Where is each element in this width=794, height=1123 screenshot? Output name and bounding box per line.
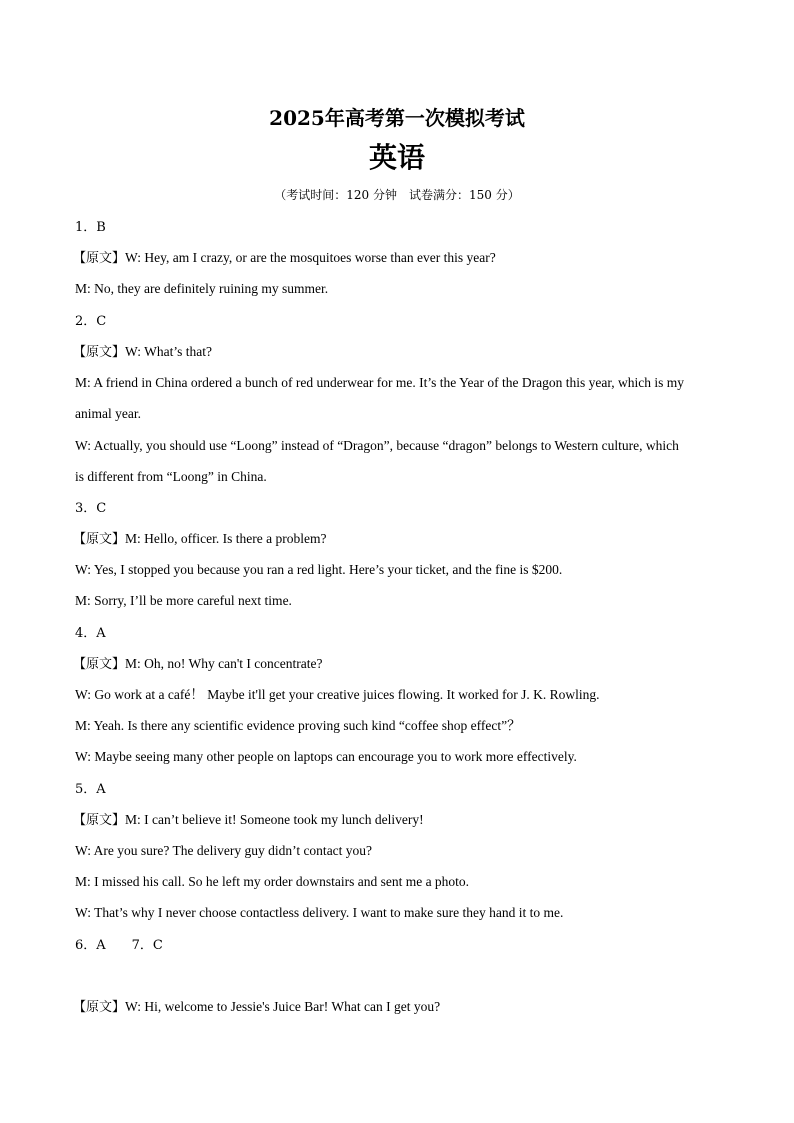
dialogue-text: M: Yeah. Is there any scientific evidence proving such kind “coffee shop effect”？ [75, 718, 521, 733]
answer-key: 6．A 7．C [75, 938, 163, 953]
dialogue-line [75, 437, 725, 455]
dialogue-text: W: Go work at a café！ Maybe it'll get your creative juices flowing. It worked for J. K. Rowling. [75, 687, 600, 702]
dialogue-line [75, 405, 725, 423]
subject-heading: 英语 [368, 141, 425, 174]
transcript-text: W: Hey, am I crazy, or are the mosquitoes worse than ever this year? [125, 250, 496, 265]
answer-key-line [75, 624, 725, 643]
dialogue-line [75, 748, 725, 766]
answer-key-line [75, 218, 725, 237]
transcript-tag: 【原文】 [73, 251, 126, 266]
dialogue-line [75, 686, 725, 704]
transcript-text: M: Hello, officer. Is there a problem? [125, 531, 327, 546]
answer-key-line [75, 936, 725, 955]
transcript-text: W: Hi, welcome to Jessie's Juice Bar! What can I get you? [125, 999, 441, 1014]
dialogue-text: M: Sorry, I’ll be more careful next time. [75, 593, 292, 608]
transcript-text: M: I can’t believe it! Someone took my lunch delivery! [125, 812, 424, 827]
dialogue-text: W: That’s why I never choose contactless delivery. I want to make sure they hand it to me. [75, 905, 564, 920]
exam-info: （考试时间：120 分钟 试卷满分：150 分） [274, 188, 520, 202]
dialogue-text: W: Yes, I stopped you because you ran a red light. Here’s your ticket, and the fine is $200. [75, 562, 563, 577]
dialogue-line [75, 873, 725, 891]
transcript-text: W: What’s that? [125, 344, 212, 359]
dialogue-line [75, 561, 725, 579]
transcript-line [73, 530, 723, 549]
dialogue-line [75, 374, 725, 392]
dialogue-text: M: No, they are definitely ruining my summer. [75, 281, 329, 296]
transcript-line [73, 998, 723, 1017]
answer-key-line [75, 312, 725, 331]
transcript-line [73, 811, 723, 830]
dialogue-line [75, 280, 725, 298]
exam-title: 2025年高考第一次模拟考试 [269, 106, 525, 130]
dialogue-line [75, 592, 725, 610]
answer-key: 3．C [75, 501, 107, 516]
transcript-tag: 【原文】 [73, 345, 126, 360]
dialogue-text: W: Are you sure? The delivery guy didn’t contact you? [75, 843, 373, 858]
transcript-line [73, 655, 723, 674]
answer-key: 1．B [75, 220, 106, 235]
dialogue-text: W: Maybe seeing many other people on laptops can encourage you to work more effectively. [75, 749, 577, 764]
answer-key-line [75, 499, 725, 518]
dialogue-line [75, 468, 725, 486]
transcript-tag: 【原文】 [73, 813, 126, 828]
answer-key-line [75, 780, 725, 799]
answer-key: 2．C [75, 314, 107, 329]
transcript-tag: 【原文】 [73, 1000, 126, 1015]
dialogue-text: is different from “Loong” in China. [75, 469, 267, 484]
transcript-line [73, 343, 723, 362]
answer-key: 4．A [75, 626, 106, 641]
dialogue-line [75, 717, 725, 735]
dialogue-text: animal year. [75, 406, 141, 421]
dialogue-line [75, 842, 725, 860]
transcript-tag: 【原文】 [73, 532, 126, 547]
answer-key: 5．A [75, 782, 106, 797]
dialogue-text: W: Actually, you should use “Loong” instead of “Dragon”, because “dragon” belongs to Western culture, which [75, 438, 679, 453]
transcript-tag: 【原文】 [73, 657, 126, 672]
dialogue-line [75, 904, 725, 922]
dialogue-text: M: I missed his call. So he left my order downstairs and sent me a photo. [75, 874, 470, 889]
transcript-text: M: Oh, no! Why can't I concentrate? [125, 656, 323, 671]
dialogue-text: M: A friend in China ordered a bunch of red underwear for me. It’s the Year of the Dragon this year, which is my [75, 375, 685, 390]
transcript-line [73, 249, 723, 268]
